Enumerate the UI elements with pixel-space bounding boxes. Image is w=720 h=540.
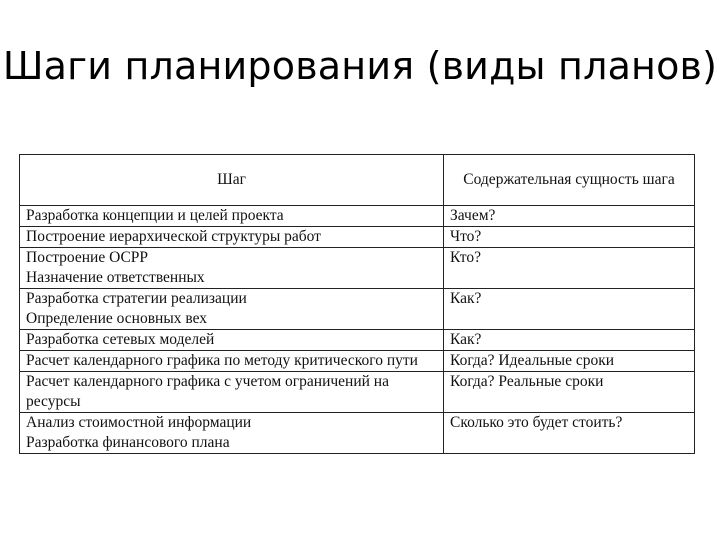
step-text: Разработка стратегии реализации <box>26 290 247 307</box>
table-row <box>20 330 695 351</box>
step-text: Разработка финансового плана <box>26 434 230 451</box>
step-cell <box>20 289 444 330</box>
planning-steps-table <box>19 154 695 454</box>
table-row <box>20 248 695 289</box>
step-text: ресурсы <box>26 393 81 410</box>
step-text: Разработка сетевых моделей <box>26 331 215 348</box>
essence-cell: Когда? Реальные сроки <box>444 372 695 413</box>
essence-cell: Как? <box>444 289 695 330</box>
step-text: Построение ОСРР <box>26 249 149 266</box>
step-cell <box>20 206 444 227</box>
header-essence: Содержательная сущность шага <box>444 155 695 206</box>
essence-cell: Как? <box>444 330 695 351</box>
table-row <box>20 289 695 330</box>
step-text: Назначение ответственных <box>26 269 205 286</box>
step-cell <box>20 413 444 454</box>
step-cell <box>20 330 444 351</box>
essence-cell: Зачем? <box>444 206 695 227</box>
table-row <box>20 227 695 248</box>
step-text: Анализ стоимостной информации <box>26 414 252 431</box>
table-row <box>20 413 695 454</box>
step-cell <box>20 248 444 289</box>
essence-cell: Кто? <box>444 248 695 289</box>
step-cell <box>20 351 444 372</box>
essence-cell: Когда? Идеальные сроки <box>444 351 695 372</box>
step-text: Построение иерархической структуры работ <box>26 228 321 245</box>
step-cell <box>20 227 444 248</box>
table-row <box>20 351 695 372</box>
table-row <box>20 206 695 227</box>
step-text: Расчет календарного графика с учетом ограничений на <box>26 373 389 390</box>
essence-cell: Сколько это будет стоить? <box>444 413 695 454</box>
essence-cell: Что? <box>444 227 695 248</box>
step-cell <box>20 372 444 413</box>
table-header-row <box>20 155 695 206</box>
step-text: Расчет календарного графика по методу критического пути <box>26 352 418 369</box>
header-step: Шаг <box>20 155 444 206</box>
slide-title: Шаги планирования (виды планов) <box>2 44 718 88</box>
step-text: Разработка концепции и целей проекта <box>26 207 284 224</box>
table-row <box>20 372 695 413</box>
step-text: Определение основных вех <box>26 310 208 327</box>
